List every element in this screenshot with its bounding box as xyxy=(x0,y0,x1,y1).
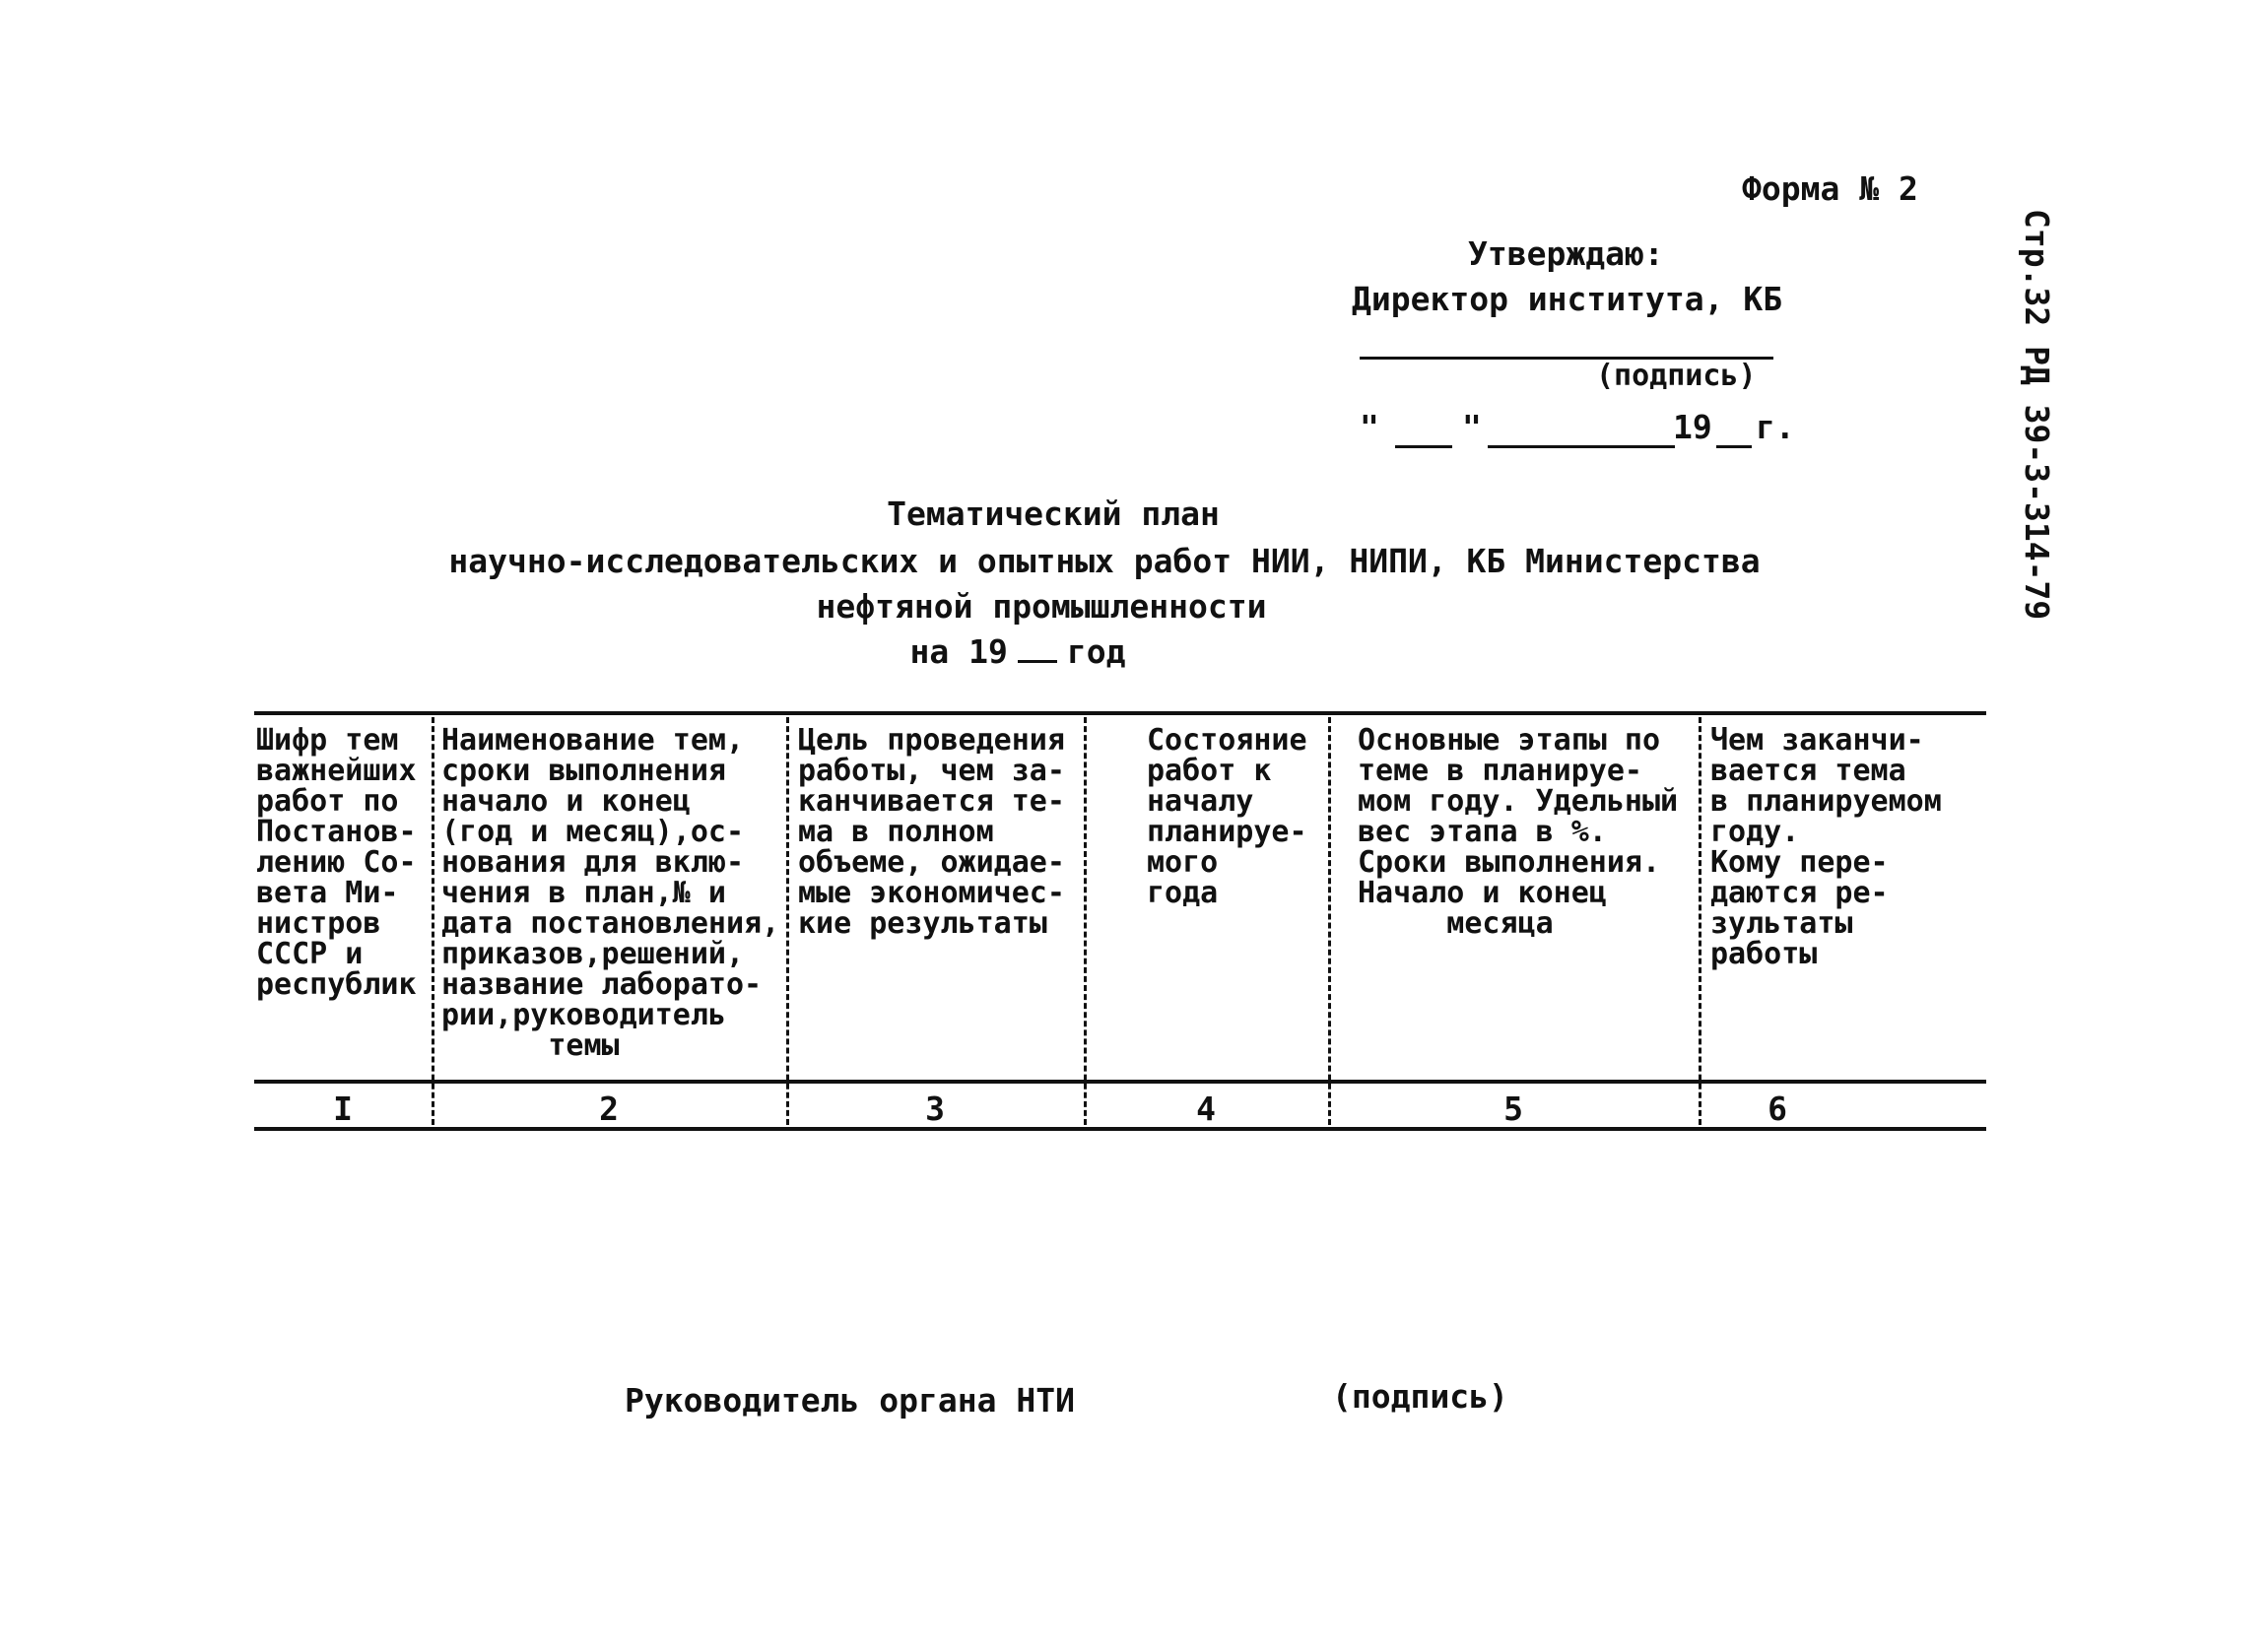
date-suffix: г. xyxy=(1756,408,1795,446)
side-reference: Стр.32 РД 39-3-314-79 xyxy=(2018,209,2056,621)
header-cell-6: Чем заканчи- вается тема в планируемом году. Кому пере- даются ре- зультаты работы xyxy=(1710,723,1942,971)
column-number-3: 3 xyxy=(925,1090,945,1128)
title-year-blank xyxy=(1018,636,1057,663)
form-number: Форма № 2 xyxy=(1742,169,1918,208)
column-separator xyxy=(1084,717,1087,1125)
column-number-1: I xyxy=(333,1090,353,1128)
header-cell-4: Состояние работ к началу планируе- мого года xyxy=(1147,723,1307,910)
column-number-2: 2 xyxy=(599,1090,619,1128)
column-number-4: 4 xyxy=(1196,1090,1216,1128)
title-line-2: научно-исследовательских и опытных работ НИИ, НИПИ, КБ Министерства xyxy=(448,542,1761,580)
date-quote-open: " xyxy=(1360,408,1379,446)
footer-label: Руководитель органа НТИ xyxy=(625,1381,1075,1420)
column-number-6: 6 xyxy=(1768,1090,1787,1128)
month-blank xyxy=(1488,445,1675,448)
column-separator xyxy=(1699,717,1701,1125)
title-year-suffix: год xyxy=(1066,632,1126,671)
table-top-rule xyxy=(254,711,1986,715)
header-cell-1: Шифр тем важнейших работ по Постанов- лению Со- вета Ми- нистров СССР и республик xyxy=(256,723,417,1002)
title-line-4 xyxy=(0,632,2152,671)
column-separator xyxy=(1328,717,1331,1125)
approve-position: Директор института, КБ xyxy=(1352,280,1783,318)
header-cell-2: Наименование тем, сроки выполнения начало и конец (год и месяц),ос- нования для вклю- чения в план,№ и дата постановления, приказов,решений, название лаборато- рии,руководитель темы xyxy=(441,723,780,1063)
header-cell-5: Основные этапы по теме в планируе- мом году. Удельный вес этапа в %. Сроки выполнения. Начало и конец месяца xyxy=(1358,723,1679,941)
approve-title: Утверждаю: xyxy=(1468,234,1664,273)
title-line-1: Тематический план xyxy=(887,495,1220,533)
signature-caption: (подпись) xyxy=(1596,359,1757,393)
title-year-prefix: на 19 xyxy=(909,632,1008,671)
table-header-rule xyxy=(254,1080,1986,1084)
column-separator xyxy=(432,717,434,1125)
column-separator xyxy=(786,717,789,1125)
header-cell-3: Цель проведения работы, чем за- канчивается те- ма в полном объеме, ожидае- мые экономичес- кие результаты xyxy=(798,723,1065,941)
year-blank xyxy=(1716,445,1752,448)
column-number-5: 5 xyxy=(1503,1090,1523,1128)
title-line-3: нефтяной промышленности xyxy=(816,587,1267,626)
day-blank xyxy=(1395,445,1452,448)
date-year: 19 xyxy=(1673,408,1712,446)
footer-signature: (подпись) xyxy=(1332,1377,1508,1416)
date-line xyxy=(1360,408,1793,451)
date-quote-close: " xyxy=(1462,408,1482,446)
